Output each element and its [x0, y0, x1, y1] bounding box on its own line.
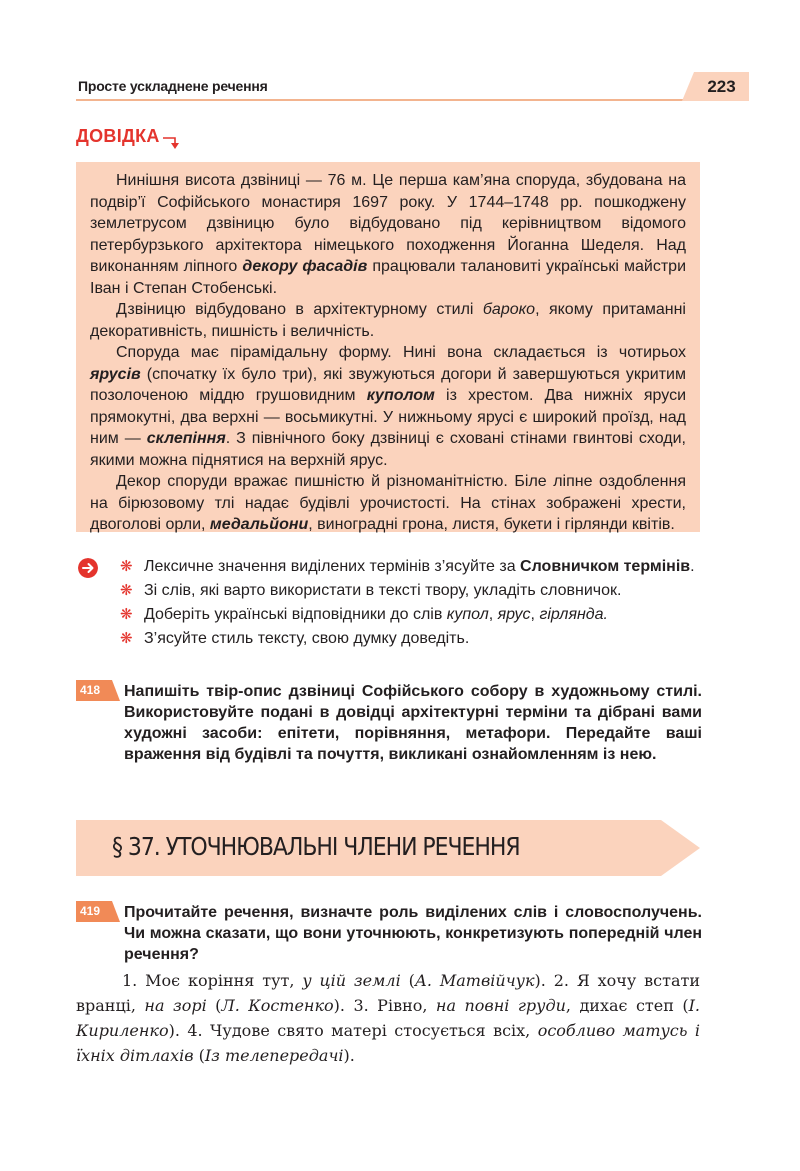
reference-text [90, 170, 686, 536]
exercise-number-badge: 418 [76, 680, 112, 701]
reference-paragraph: Декор споруди вражає пишністю й різноманітністю. Біле ліпне оздоблення на бірюзовому тлі надає будівлі урочистості. На стінах зображені хрести, двоголові орли, медальйони, виноградні грона, листя, букети і гірлянди квітів. [90, 473, 686, 533]
exercise-418-text: Напишіть твір-опис дзвіниці Софійського собору в художньому стилі. Використовуйте подані в довідці архітектурні терміни та дібрані вами художні засоби: епітети, порівняння, метафори. Передайте ваші враження від будівлі та почуття, викликані ознайомленням із нею. [124, 683, 702, 763]
task-list [118, 556, 702, 652]
term-link: ярусів [90, 365, 141, 383]
reference-paragraph: Споруда має пірамідальну форму. Нині вона складається із чотирьох ярусів (спочатку їх було три), які звужуються догори й завершуються укритим позолоченою міддю грушовидним куполом із хрестом. Два нижніх яруси прямокутні, два верхні — восьмикутні. У нижньому ярусі є широкий проїзд, над ним — склепіння. З північного боку дзвіниці є сховані стінами гвинтові сходи, якими можна піднятися на верхній ярус. [90, 344, 687, 469]
reference-paragraph: Дзвіницю відбудовано в архітектурному стилі бароко, якому притаманні декоративність, пишність і величність. [90, 301, 686, 340]
task-item: ❋ Лексичне значення виділених термінів з’ясуйте за Словничком термінів. [120, 558, 695, 575]
sentences-paragraph: 1. Моє коріння тут, у цій землі (А. Матвійчук). 2. Я хочу встати вранці, на зорі (Л. Костенко). 3. Рівно, на повні груди, дихає степ (І. Кириленко). 4. Чудове свято матері стосується всіх, особливо матусь і їхніх дітлахів (Із телепередачі). [76, 971, 701, 1065]
reference-paragraph: Нинішня висота дзвіниці — 76 м. Це перша кам’яна споруда, збудована на подвір’ї Софійського монастиря 1697 року. У 1744–1748 рр. пошкоджену землетрусом дзвіницю було відбудовано під керівництвом відомого петербурзького архітектора німецького походження Йоганна Шеделя. Над виконанням ліпного декору фасадів працювали талановиті українські майстри Іван і Степан Стобенські. [90, 172, 687, 297]
term-link: бароко [482, 301, 536, 318]
exercise-419-sentences [76, 968, 700, 1068]
term-link: декору фасадів [242, 258, 368, 275]
term-link: склепіння [146, 430, 226, 447]
running-head: Просте ускладнене речення [78, 78, 268, 94]
exercise-number-badge: 419 [76, 901, 112, 922]
asterisk-bullet-icon: ❋ [120, 582, 133, 599]
asterisk-bullet-icon: ❋ [120, 630, 133, 647]
asterisk-bullet-icon: ❋ [120, 606, 133, 623]
arrow-down-icon [162, 134, 182, 150]
header-rule [76, 99, 696, 101]
task-item: ❋ Зі слів, які варто використати в тексті твору, укладіть словничок. [120, 582, 622, 599]
exercise-419-text: Прочитайте речення, визначте роль виділених слів і словосполучень. Чи можна сказати, що вони уточнюють, конкретизують попередній член речення? [124, 904, 702, 963]
reference-label: ДОВІДКА [76, 126, 160, 146]
page-number: 223 [694, 72, 749, 101]
task-item: ❋ Доберіть українські відповідники до слів купол, ярус, гірлянда. [120, 606, 608, 623]
term-link: куполом [366, 387, 435, 404]
task-item: ❋ З’ясуйте стиль тексту, свою думку доведіть. [120, 630, 470, 647]
section-title: § 37. УТОЧНЮВАЛЬНІ ЧЛЕНИ РЕЧЕННЯ [112, 832, 520, 861]
asterisk-bullet-icon: ❋ [120, 558, 133, 575]
arrow-right-icon [78, 558, 98, 578]
term-link: медальйони [209, 516, 309, 533]
